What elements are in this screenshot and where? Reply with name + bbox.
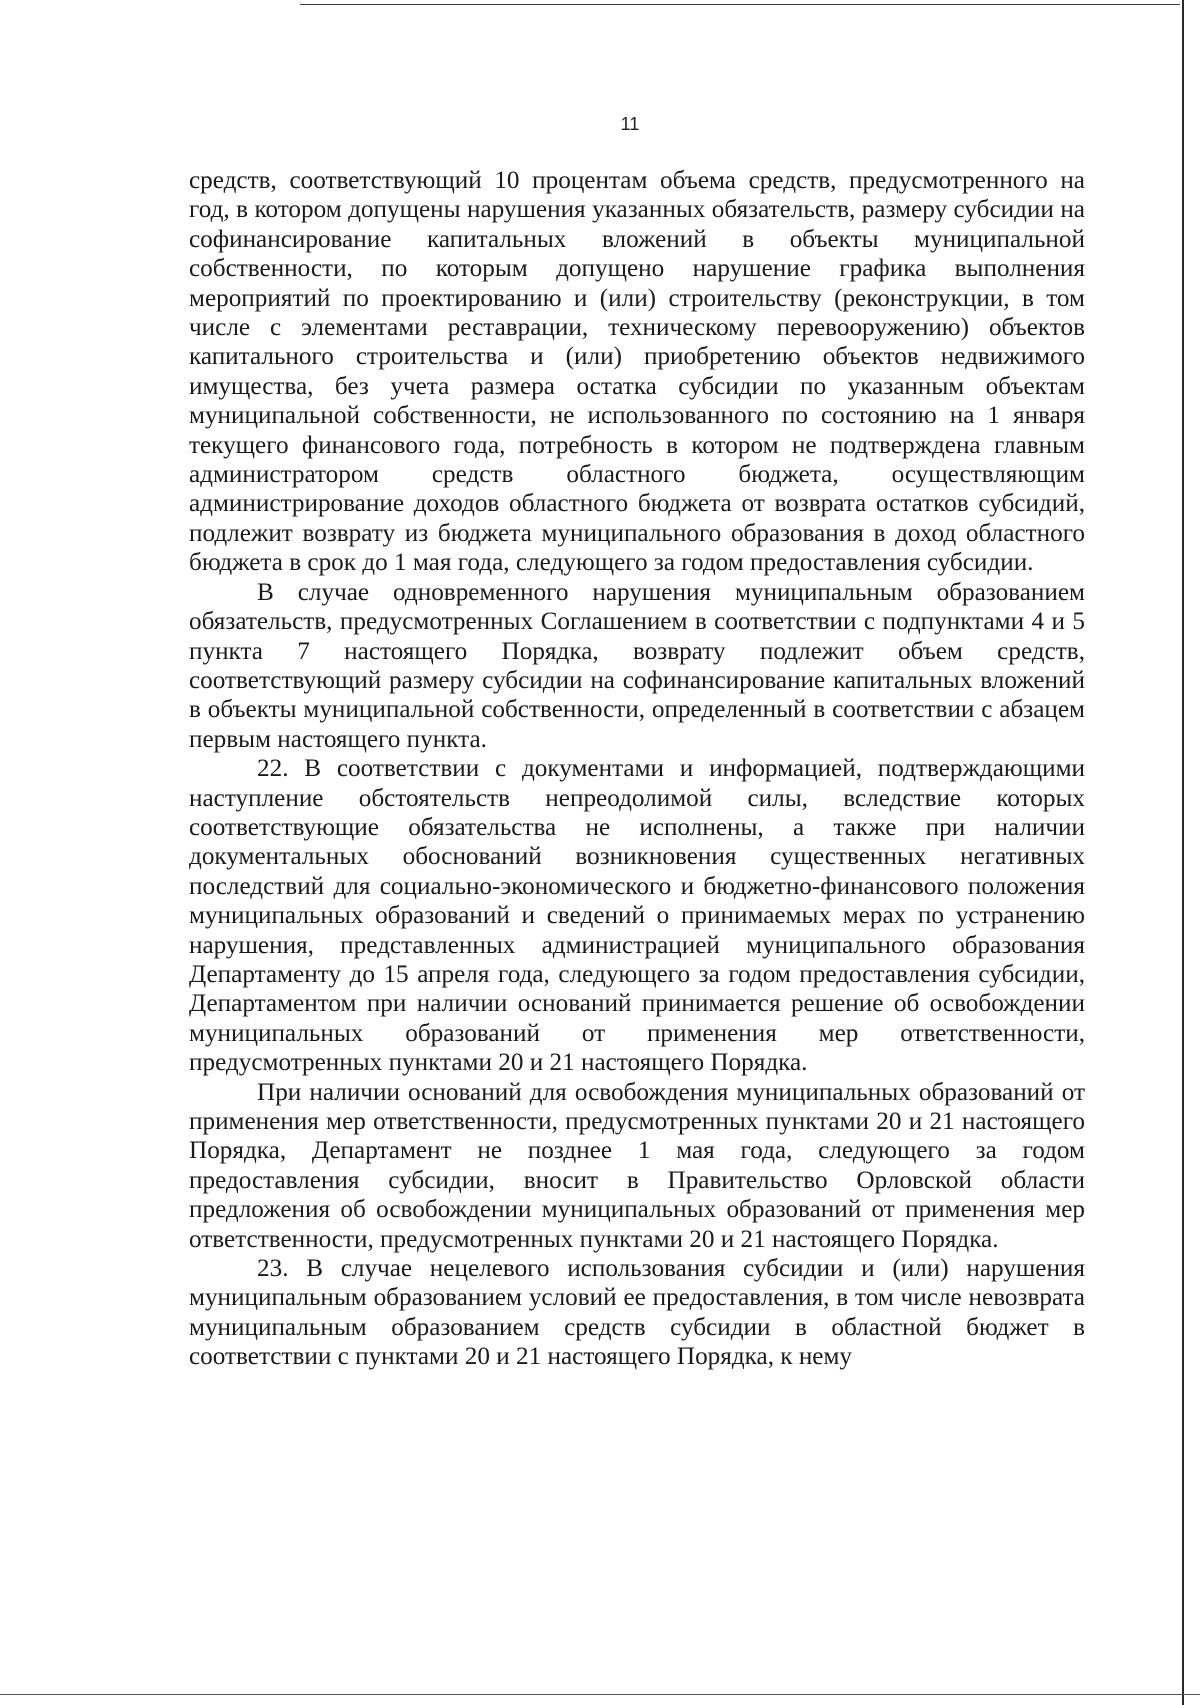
paragraph-simultaneous-violation: В случае одновременного нарушения муниципальным образованием обязательств, предусмотренных Соглашением в соответствии с подпунктами 4 и 5 пункта 7 настоящего Порядка, возврату подлежит объем средств, соответствующий размеру субсидии на софинансирование капитальных вложений в объекты муниципальной собственности, определенный в соответствии с абзацем первым настоящего пункта. [189, 578, 1085, 753]
paragraph-continuation: средств, соответствующий 10 процентам объема средств, предусмотренного на год, в котором допущены нарушения указанных обязательств, размеру субсидии на софинансирование капитальных вложений в объекты муниципальной собственности, по которым допущено нарушение графика выполнения мероприятий по проектированию и (или) строительству (реконструкции, в том числе с элементами реставрации, техническому перевооружению) объектов капитального строительства и (или) приобретению объектов недвижимого имущества, без учета размера остатка субсидии по указанным объектам муниципальной собственности, не использованного по состоянию на 1 января текущего финансового года, потребность в котором не подтверждена главным администратором средств областного бюджета, осуществляющим администрирование доходов областного бюджета от возврата остатков субсидий, подлежит возврату из бюджета муниципального образования в доход областного бюджета в срок до 1 мая года, следующего за годом предоставления субсидии. [189, 167, 1085, 577]
scan-edge-bottom [0, 1694, 1200, 1695]
paragraph-item-22: 22. В соответствии с документами и информацией, подтверждающими наступление обстоятельств непреодолимой силы, вследствие которых соответствующие обязательства не исполнены, а также при наличии документальных обоснований возникновения существенных негативных последствий для социально-экономического и бюджетно-финансового положения муниципальных образований и сведений о принимаемых мерах по устранению нарушения, представленных администрацией муниципального образования Департаменту до 15 апреля года, следующего за годом предоставления субсидии, Департаментом при наличии оснований принимается решение об освобождении муниципальных образований от применения мер ответственности, предусмотренных пунктами 20 и 21 настоящего Порядка. [189, 755, 1085, 1077]
paragraph-exemption-proposal: При наличии оснований для освобождения муниципальных образований от применения мер ответственности, предусмотренных пунктами 20 и 21 настоящего Порядка, Департамент не позднее 1 мая года, следующего за годом предоставления субсидии, вносит в Правительство Орловской области предложения об освобождении муниципальных образований от применения мер ответственности, предусмотренных пунктами 20 и 21 настоящего Порядка. [189, 1078, 1085, 1253]
page-number: 11 [620, 114, 640, 134]
paragraph-item-23: 23. В случае нецелевого использования субсидии и (или) нарушения муниципальным образованием условий ее предоставления, в том числе невозврата муниципальным образованием средств субсидии в областной бюджет в соответствии с пунктами 20 и 21 настоящего Порядка, к нему [189, 1255, 1085, 1371]
scan-edge-right [1182, 0, 1184, 1705]
scan-edge-top [300, 4, 1180, 5]
document-body [189, 166, 1085, 1372]
